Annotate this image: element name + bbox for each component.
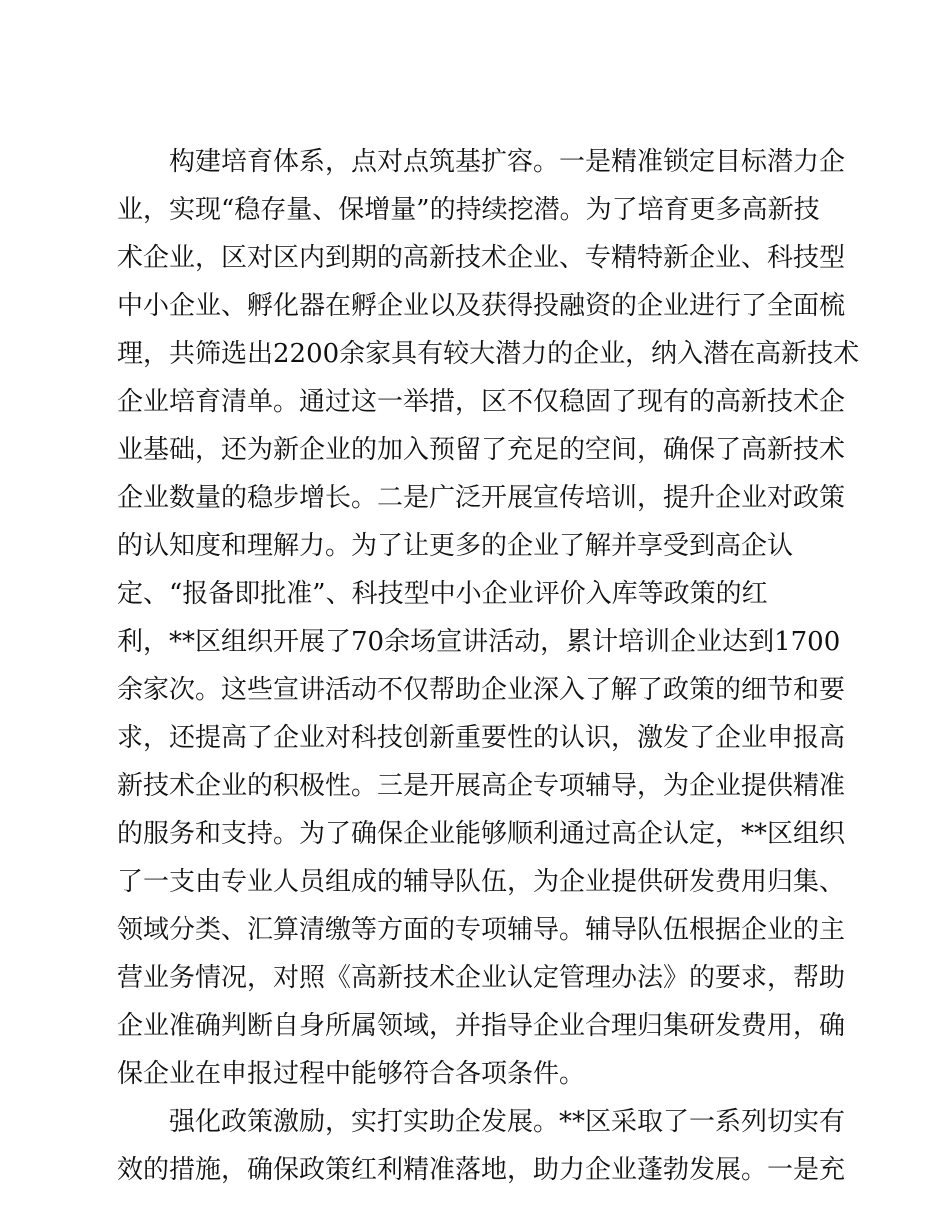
text-line: 术企业，区对区内到期的高新技术企业、专精特新企业、科技型 xyxy=(117,243,846,273)
text-line: 业基础，还为新企业的加入预留了充足的空间，确保了高新技术 xyxy=(117,435,846,465)
paragraph-1 xyxy=(117,138,860,1098)
text-line: 强化政策激励，实打实助企发展。**区采取了一系列切实有 xyxy=(169,1107,846,1137)
paragraph-2 xyxy=(117,1098,846,1194)
document-body xyxy=(117,138,860,1194)
text-line: 新技术企业的积极性。三是开展高企专项辅导，为企业提供精准 xyxy=(117,771,846,801)
text-line: 业，实现“稳存量、保增量”的持续挖潜。为了培育更多高新技 xyxy=(117,195,820,225)
text-line: 中小企业、孵化器在孵企业以及获得投融资的企业进行了全面梳 xyxy=(117,291,846,321)
text-line: 理，共筛选出2200余家具有较大潜力的企业，纳入潜在高新技术 xyxy=(117,339,860,369)
text-line: 的服务和支持。为了确保企业能够顺利通过高企认定，**区组织 xyxy=(117,819,846,849)
text-line: 领域分类、汇算清缴等方面的专项辅导。辅导队伍根据企业的主 xyxy=(117,915,846,945)
text-line: 利，**区组织开展了70余场宣讲活动，累计培训企业达到1700 xyxy=(117,627,841,657)
text-line: 了一支由专业人员组成的辅导队伍，为企业提供研发费用归集、 xyxy=(117,867,846,897)
text-line: 余家次。这些宣讲活动不仅帮助企业深入了解了政策的细节和要 xyxy=(117,675,846,705)
text-line: 构建培育体系，点对点筑基扩容。一是精准锁定目标潜力企 xyxy=(169,147,846,177)
text-line: 企业培育清单。通过这一举措，区不仅稳固了现有的高新技术企 xyxy=(117,387,846,417)
text-line: 效的措施，确保政策红利精准落地，助力企业蓬勃发展。一是充 xyxy=(117,1155,846,1185)
text-line: 保企业在申报过程中能够符合各项条件。 xyxy=(117,1059,586,1089)
text-line: 营业务情况，对照《高新技术企业认定管理办法》的要求，帮助 xyxy=(117,963,846,993)
text-line: 求，还提高了企业对科技创新重要性的认识，激发了企业申报高 xyxy=(117,723,846,753)
text-line: 企业准确判断自身所属领域，并指导企业合理归集研发费用，确 xyxy=(117,1011,846,1041)
text-line: 定、“报备即批准”、科技型中小企业评价入库等政策的红 xyxy=(117,579,768,609)
text-line: 的认知度和理解力。为了让更多的企业了解并享受到高企认 xyxy=(117,531,794,561)
text-line: 企业数量的稳步增长。二是广泛开展宣传培训，提升企业对政策 xyxy=(117,483,846,513)
